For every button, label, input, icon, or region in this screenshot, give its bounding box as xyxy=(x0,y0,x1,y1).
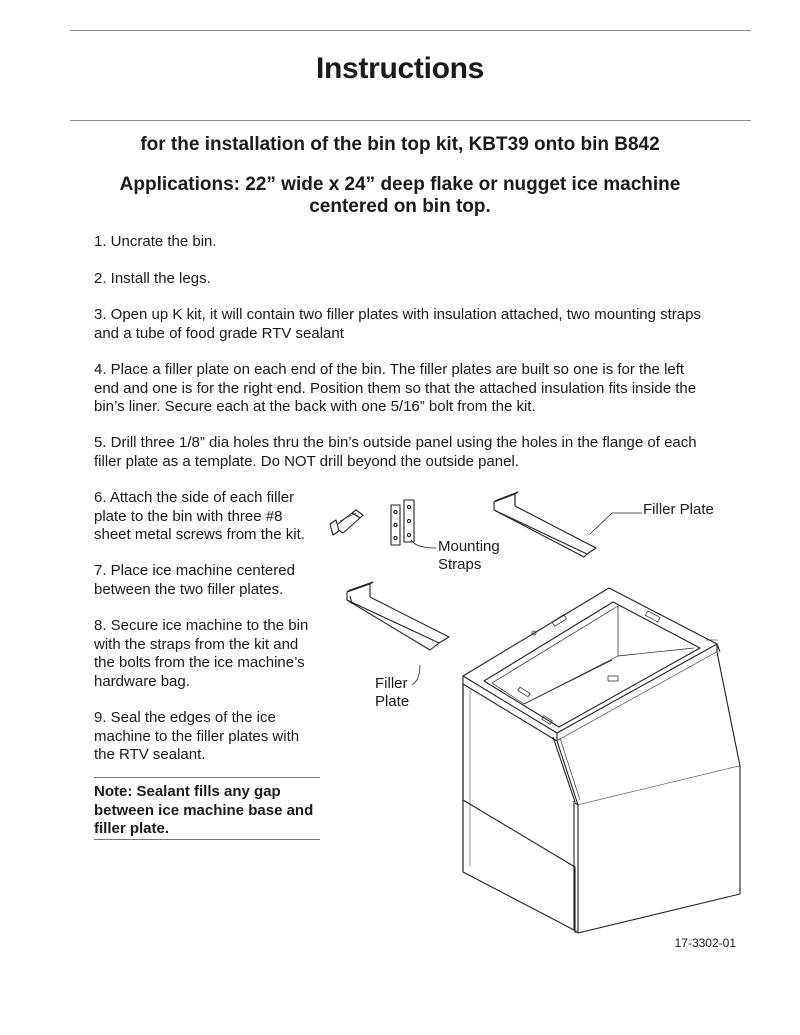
note: Note: Sealant fills any gap between ice machine base and filler plate. xyxy=(94,783,314,837)
subtitle: for the installation of the bin top kit, KBT39 onto bin B842 xyxy=(140,134,660,155)
label-filler-plate-top: Filler Plate xyxy=(643,501,714,518)
step-3: 3. Open up K kit, it will contain two filler plates with insulation attached, two mounting straps and a tube of food grade RTV sealant xyxy=(94,306,701,342)
step-7: 7. Place ice machine centered between the two filler plates. xyxy=(94,562,295,598)
filler-plate-top-leader xyxy=(590,513,642,534)
step-9: 9. Seal the edges of the ice machine to the filler plates with the RTV sealant. xyxy=(94,709,300,763)
page-title: Instructions xyxy=(315,52,485,85)
step-6: 6. Attach the side of each filler plate to the bin with three #8 sheet metal screws from the kit. xyxy=(94,489,305,543)
label-mounting-straps: Mounting Straps xyxy=(438,538,500,573)
document-number: 17-3302-01 xyxy=(674,936,736,950)
step-8: 8. Secure ice machine to the bin with the straps from the kit and the bolts from the ice machine’s hardware bag. xyxy=(94,617,309,690)
mounting-straps-leader xyxy=(411,540,436,548)
bin-drawing xyxy=(463,588,740,933)
step-2: 2. Install the legs. xyxy=(94,270,211,287)
filler-plate-left-part xyxy=(347,582,449,650)
applications-heading: Applications: 22” wide x 24” deep flake or nugget ice machine centered on bin top. xyxy=(119,174,681,217)
step-4: 4. Place a filler plate on each end of the bin. The filler plates are built so one is for the left end and one is for the right end. Position them so that the attached insulation fits inside the bin’s liner. Secure each at the back with one 5/16” bolt from the kit. xyxy=(94,361,697,415)
mounting-straps-part xyxy=(391,500,414,545)
label-filler-plate-left: Filler Plate xyxy=(375,675,410,710)
step-1: 1. Uncrate the bin. xyxy=(94,233,217,250)
bolt-part xyxy=(330,510,363,535)
step-5: 5. Drill three 1/8” dia holes thru the bin’s outside panel using the holes in the flange of each filler plate as a template. Do NOT drill beyond the outside panel. xyxy=(94,434,697,470)
